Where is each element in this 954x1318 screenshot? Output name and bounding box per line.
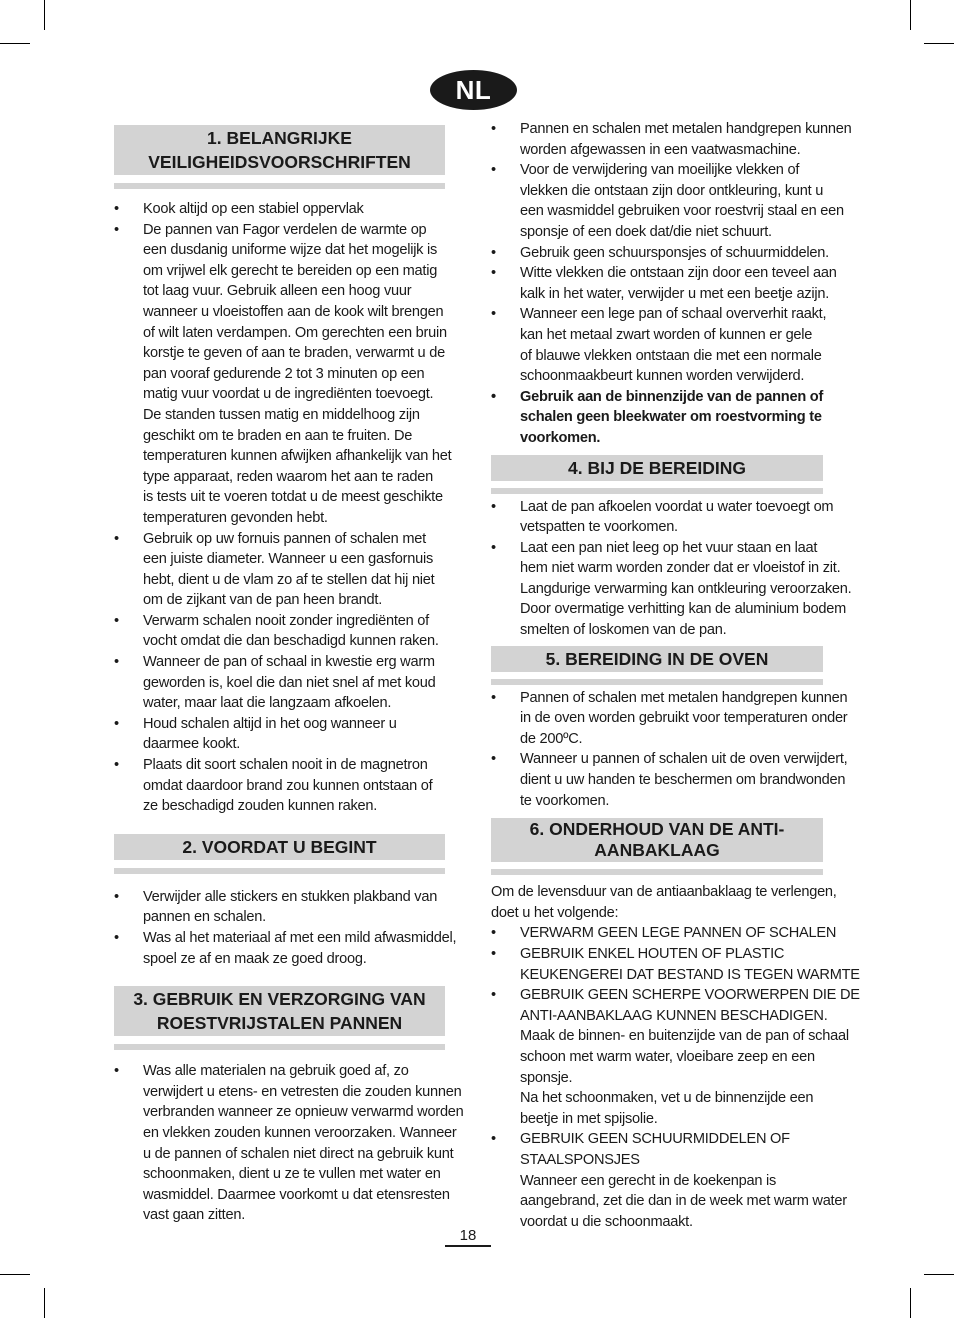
list-item-text: ANTI-AANBAKLAAG KUNNEN BESCHADIGEN. (520, 1007, 828, 1024)
list-item-text: • VERWARM GEEN LEGE PANNEN OF SCHALEN (520, 925, 837, 942)
heading-rule (114, 183, 445, 189)
list-item (114, 529, 459, 611)
section-heading (114, 834, 445, 860)
list-item (491, 538, 851, 641)
list-item-text: • Was alle materialen na gebruik goed af, zo (143, 1063, 409, 1080)
list-item-text: geschikt om te braden en aan te fruiten. De (143, 427, 413, 444)
heading-rule (491, 488, 823, 494)
list-item (114, 714, 459, 755)
list-item (491, 263, 851, 304)
list-item-text: u de pannen of schalen niet direct na gebruik kunt (143, 1145, 454, 1162)
bullet-list (491, 497, 851, 641)
list-item-text: • Pannen en schalen met metalen handgrepen kunnen (520, 121, 852, 137)
list-item (491, 923, 851, 944)
list-item-text: smelten of loskomen van de pan. (520, 622, 727, 639)
list-item-text: schalen geen bleekwater om roestvorming te (520, 409, 822, 426)
list-item-text: of blauwe vlekken ontstaan die met een normale (520, 347, 822, 364)
list-item-text: sponsje. (520, 1069, 573, 1086)
list-item (114, 887, 459, 928)
list-item (491, 119, 851, 160)
list-item-text: • GEBRUIK ENKEL HOUTEN OF PLASTIC (520, 946, 785, 962)
list-item-text: Na het schoonmaken, vet u de binnenzijde een (520, 1090, 814, 1107)
page-number: 18 (445, 1226, 491, 1247)
list-item-text: • Pannen of schalen met metalen handgrepen kunnen (520, 689, 848, 706)
section-4 (491, 455, 851, 641)
list-item (491, 304, 851, 386)
list-item-text: om de zijkant van de pan heen brandt. (143, 592, 383, 609)
list-item (491, 387, 851, 449)
list-item-text: • Wanneer een lege pan of schaal oververhit raakt, (520, 306, 827, 323)
list-item-text: en vlekken zouden kunnen veroorzaken. Wanneer (143, 1124, 457, 1141)
list-item-text: STAALSPONSJES (520, 1151, 640, 1168)
list-item (114, 199, 459, 220)
list-item-text: • GEBRUIK GEEN SCHUURMIDDELEN OF (520, 1131, 790, 1148)
list-item-text: ze beschadigd zouden kunnen raken. (143, 798, 378, 815)
list-item-text: in de oven worden gebruikt voor temperaturen onder (520, 710, 848, 727)
list-item (491, 749, 851, 811)
list-item-text: sponsje of een doek dat/die niet schuurt. (520, 223, 772, 240)
list-item (114, 611, 459, 652)
list-item-text: vast gaan zitten. (143, 1207, 246, 1224)
list-item-text: tot laag vuur. Gebruik alleen een hoog vuur (143, 283, 412, 300)
list-item-text: • Laat de pan afkoelen voordat u water toevoegt om (520, 498, 834, 515)
list-item-text: • Voor de verwijdering van moeilijke vlekken of (520, 162, 800, 179)
list-item-text: • Kook altijd op een stabiel oppervlak (143, 201, 364, 217)
list-item-text: schoonmaakbeurt kunnen worden verwijderd. (520, 368, 805, 385)
list-item-text: aangebrand, zet die dan in de week met warm water (520, 1193, 847, 1210)
list-item-text: vlekken die ontstaan zijn door ontkleuring, kunt u (520, 182, 824, 199)
list-item-text: • Verwijder alle stickers en stukken plakband van (143, 888, 438, 905)
list-item-text: beetje in met spijsolie. (520, 1110, 658, 1127)
section-title-line: 1. BELANGRIJKE (207, 128, 352, 148)
list-item-text: pannen en schalen. (143, 909, 266, 926)
section-title-line: ROESTVRIJSTALEN PANNEN (156, 1013, 403, 1034)
list-item-text: De standen tussen matig en middelhoog zijn (143, 406, 420, 423)
list-item-text: een juiste diameter. Wanneer u een gasfornuis (143, 551, 433, 568)
list-item-text: is tests uit te voeren totdat u de meest geschikte (143, 489, 443, 506)
list-item-text: Maak de binnen- en buitenzijde van de pan of schaal (520, 1028, 849, 1045)
section-3 (114, 986, 464, 1226)
list-item-text: schoonmaken, dient u ze te vullen met water en (143, 1166, 441, 1183)
list-item (491, 944, 860, 985)
list-item-text: temperaturen kunnen afwijken afhankelijk van het (143, 448, 452, 465)
list-item (114, 755, 459, 817)
list-item-text: Door overmatige verhitting kan de aluminium bodem (520, 601, 847, 618)
crop-mark (44, 1288, 45, 1318)
list-item-text: • Was al het materiaal af met een mild afwasmiddel, (143, 930, 457, 946)
list-item-text: temperaturen gevonden hebt. (143, 509, 328, 526)
list-item (491, 1129, 851, 1232)
bullet-list (491, 923, 860, 1232)
list-item-text: Langdurige verwarming kan ontkleuring veroorzaken. (520, 580, 852, 597)
section-title-line: 2. VOORDAT U BEGINT (182, 836, 377, 857)
list-item-text: wasmiddel. Daarmee voorkomt u dat etensresten (143, 1186, 450, 1203)
section-2 (114, 834, 459, 969)
list-item (491, 688, 851, 750)
list-item-text: • Wanneer u pannen of schalen uit de oven verwijdert, (520, 751, 848, 768)
list-item-text: wanneer u vloeistoffen aan de kook wilt brengen (143, 303, 444, 320)
section-heading (491, 818, 823, 862)
crop-mark (910, 0, 911, 30)
list-item-text: voordat u die schoonmaakt. (520, 1213, 693, 1230)
list-item-text: KEUKENGEREI DAT BESTAND IS TEGEN WARMTE (520, 966, 860, 983)
list-item-text: een wasmiddel gebruiken voor roestvrij staal en een (520, 203, 844, 220)
right-column (491, 119, 860, 1232)
list-item-text: vetspatten te voorkomen. (520, 519, 678, 536)
list-item (491, 160, 851, 242)
list-item-text: vocht omdat die dan beschadigd kunnen raken. (143, 633, 439, 650)
section-1 (114, 125, 459, 817)
heading-rule (114, 1044, 445, 1050)
list-item-text: • Gebruik geen schuursponsjes of schuurmiddelen. (520, 244, 829, 261)
bullet-list (114, 887, 459, 969)
list-item (491, 497, 851, 538)
list-item-text: korstje te geven of aan te braden, verwarmt u de (143, 345, 445, 362)
list-item-text: te voorkomen. (520, 792, 610, 809)
list-item-text: kalk in het water, verwijder u met een beetje azijn. (520, 285, 830, 302)
heading-rule (491, 869, 823, 875)
intro-paragraph (491, 882, 851, 923)
list-item-text: • Wanneer de pan of schaal in kwestie erg warm (143, 654, 435, 671)
list-item-text: • Plaats dit soort schalen nooit in de magnetron (143, 757, 428, 774)
list-item-text: • Witte vlekken die ontstaan zijn door een teveel aan (520, 265, 837, 282)
list-item-text: • Laat een pan niet leeg op het vuur staan en laat (520, 539, 818, 556)
section-heading (114, 986, 445, 1036)
list-item-text: schoon met warm water, vloeibare zeep en een (520, 1048, 815, 1065)
list-item (114, 220, 459, 529)
list-item-text: daarmee kookt. (143, 736, 241, 753)
list-item-text: omdat daardoor brand zou kunnen ontstaan of (143, 777, 433, 794)
list-item-text: spoel ze af en maak ze goed droog. (143, 950, 367, 967)
list-item-text: Wanneer een gerecht in de koekenpan is (520, 1172, 777, 1189)
list-item-text: • Verwarm schalen nooit zonder ingrediënten of (143, 612, 429, 629)
list-item-text: type apparaat, reden waarom het aan te raden (143, 468, 433, 485)
list-item-text: kan het metaal zwart worden of kunnen er gele (520, 326, 813, 343)
section-heading (491, 646, 823, 672)
section-6 (491, 818, 860, 1232)
crop-mark (0, 43, 30, 44)
section-title-line: 5. BEREIDING IN DE OVEN (545, 648, 769, 669)
list-item (491, 243, 851, 264)
left-column (114, 125, 464, 1226)
section-title-line: 3. GEBRUIK EN VERZORGING VAN (133, 989, 426, 1010)
list-item-text: • Gebruik aan de binnenzijde van de pannen of (520, 388, 824, 405)
list-item-text: • De pannen van Fagor verdelen de warmte op (143, 221, 427, 238)
list-item-text: hem niet warm worden zonder dat er vloeistof in zit. (520, 560, 841, 577)
list-item (114, 1061, 464, 1226)
section-5 (491, 646, 851, 812)
list-item-text: • Houd schalen altijd in het oog wanneer u (143, 715, 397, 732)
list-item-text: verbranden wanneer ze opnieuw verwarmd worden (143, 1104, 464, 1121)
bullet-list (114, 199, 459, 817)
list-item-text: hebt, dient u de vlam zo af te stellen dat hij niet (143, 571, 435, 588)
list-item-text: worden afgewassen in een vaatwasmachine. (520, 141, 801, 158)
section-title-line: 4. BIJ DE BEREIDING (568, 457, 746, 478)
paragraph-line: Om de levensduur van de antiaanbaklaag te verlengen, (491, 884, 837, 901)
list-item-text: dient u uw handen te beschermen om brandwonden (520, 772, 846, 789)
crop-mark (44, 0, 45, 30)
paragraph-line: doet u het volgende: (491, 904, 619, 921)
heading-rule (114, 868, 445, 874)
section-title-line: VEILIGHEIDSVOORSCHRIFTEN (148, 152, 411, 172)
bullet-list (114, 1061, 464, 1226)
list-item-text: de 200ºC. (520, 730, 583, 747)
list-item-text: voorkomen. (520, 429, 601, 446)
crop-mark (924, 1274, 954, 1275)
bullet-list (491, 119, 851, 449)
list-item-text: een dusdanig uniforme wijze dat het mogelijk is (143, 242, 438, 259)
heading-rule (491, 679, 823, 685)
list-item-text: water, maar laat die langzaam afkoelen. (143, 695, 392, 712)
list-item (114, 652, 459, 714)
crop-mark (924, 43, 954, 44)
list-item-text: matig vuur voordat u de ingrediënten toevoegt. (143, 386, 434, 403)
section-title-line: 6. ONDERHOUD VAN DE ANTI- (529, 819, 785, 840)
section-heading (114, 125, 445, 175)
list-item-text: • Gebruik op uw fornuis pannen of schalen met (143, 530, 426, 547)
list-item-text: om vrijwel elk gerecht te bereiden op een matig (143, 262, 438, 279)
list-item (114, 928, 459, 969)
list-item-text: pan vooraf gedurende 2 tot 3 minuten op een (143, 365, 425, 382)
crop-mark (0, 1274, 30, 1275)
list-item-text: of wilt laten verdampen. Om gerechten een bruin (143, 324, 447, 341)
list-item-text: • GEBRUIK GEEN SCHERPE VOORWERPEN DIE DE (520, 987, 860, 1004)
list-item (491, 985, 860, 1129)
bullet-list (491, 688, 851, 812)
language-badge: NL (430, 70, 517, 110)
section-title-line: AANBAKLAAG (594, 840, 720, 861)
list-item-text: verwijdert u etens- en vetresten die zouden kunnen (143, 1083, 462, 1100)
section-heading (491, 455, 823, 481)
list-item-text: geworden is, koel die dan niet snel af met koud (143, 674, 436, 691)
crop-mark (910, 1288, 911, 1318)
